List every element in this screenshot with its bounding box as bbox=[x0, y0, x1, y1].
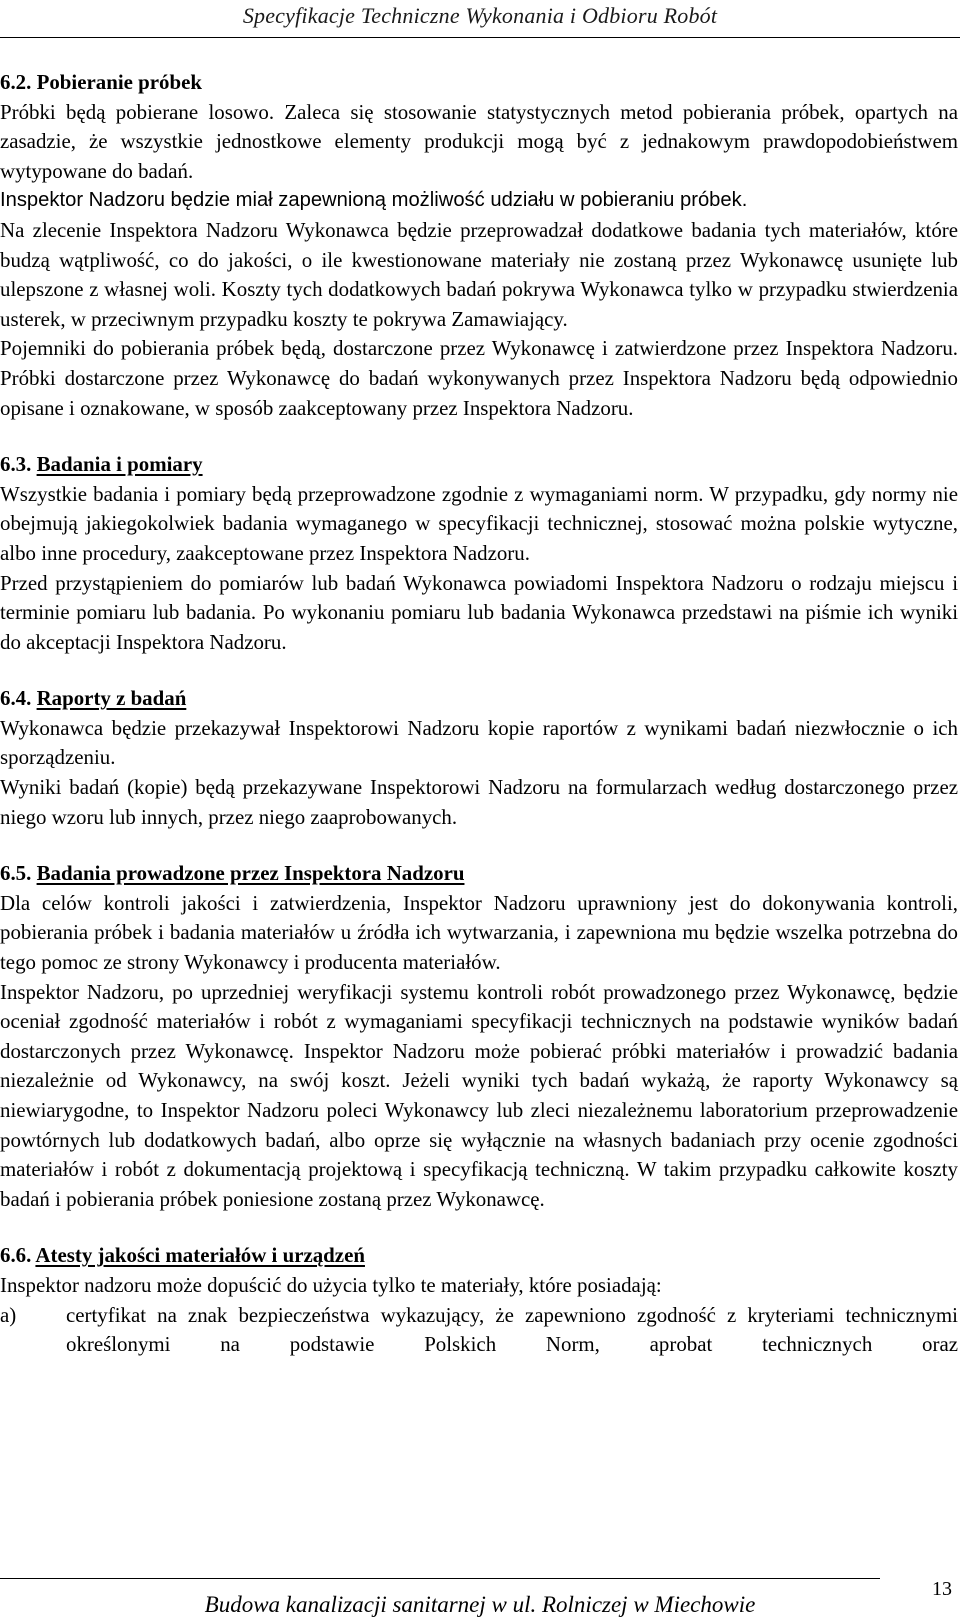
section-heading bbox=[0, 859, 958, 889]
section-title: Pobieranie próbek bbox=[36, 70, 202, 94]
section-title: Raporty z badań bbox=[36, 686, 187, 711]
section-title: Badania prowadzone przez Inspektora Nadzoru bbox=[36, 861, 465, 886]
paragraph: Inspektor Nadzoru, po uprzedniej weryfikacji systemu kontroli robót prowadzonego przez Wykonawcę, będzie oceniał zgodność materiałów i robót z wymaganiami specyfikacji technicznych na podstawie wyników badań dostarczonych przez Wykonawcę. Inspektor Nadzoru może pobierać próbki materiałów i prowadzić badania niezależnie od Wykonawcy, na swój koszt. Jeżeli wyniki tych badań wykażą, że raporty Wykonawcy są niewiarygodne, to Inspektor Nadzoru poleci Wykonawcy lub zleci niezależnemu laboratorium przeprowadzenie powtórnych lub dodatkowych badań, albo oprze się wyłącznie na własnych badaniach przy ocenie zgodności materiałów i robót z dokumentacją projektową i specyfikacją techniczną. W takim przypadku całkowite koszty badań i pobierania próbek poniesione zostaną przez Wykonawcę. bbox=[0, 979, 958, 1211]
header-rule bbox=[0, 37, 960, 38]
footer-rule bbox=[0, 1578, 880, 1579]
section-number: 6.5. bbox=[0, 861, 32, 886]
list-item-text: certyfikat na znak bezpieczeństwa wykazujący, że zapewniono zgodność z kryteriami technicznymi określonymi na podstawie Polskich Norm, aprobat technicznych oraz bbox=[66, 1302, 958, 1357]
list-item bbox=[0, 1301, 958, 1360]
paragraph: Na zlecenie Inspektora Nadzoru Wykonawca będzie przeprowadzał dodatkowe badania tych materiałów, które budzą wątpliwość, co do jakości, o ile kwestionowane materiały nie zostaną przez Wykonawcę usunięte lub ulepszone z własnej woli. Koszty tych dodatkowych badań pokrywa Wykonawca tylko w przypadku stwierdzenia usterek, w przeciwnym przypadku koszty te pokrywa Zamawiający. bbox=[0, 217, 958, 331]
section-heading bbox=[0, 68, 958, 98]
section-number: 6.6. bbox=[0, 1243, 32, 1268]
paragraph: Inspektor Nadzoru będzie miał zapewnioną możliwość udziału w pobieraniu próbek. bbox=[0, 189, 748, 212]
paragraph: Przed przystąpieniem do pomiarów lub badań Wykonawca powiadomi Inspektora Nadzoru o rodzaju miejscu i terminie pomiaru lub badania. Po wykonaniu pomiaru lub badania Wykonawca przedstawi na piśmie ich wyniki do akceptacji Inspektora Nadzoru. bbox=[0, 570, 958, 654]
paragraph: Dla celów kontroli jakości i zatwierdzenia, Inspektor Nadzoru uprawniony jest do dokonywania kontroli, pobierania próbek i badania materiałów u źródła ich wytwarzania, i zapewniona mu będzie wszelka potrzebna do tego pomoc ze strony Wykonawcy i producenta materiałów. bbox=[0, 890, 958, 975]
section-title: Atesty jakości materiałów i urządzeń bbox=[35, 1243, 365, 1268]
section-6-3 bbox=[0, 450, 958, 657]
section-title: Badania i pomiary bbox=[36, 452, 203, 477]
paragraph: Wyniki badań (kopie) będą przekazywane Inspektorowi Nadzoru na formularzach według dostarczonego przez niego wzoru lub innych, przez niego zaaprobowanych. bbox=[0, 775, 958, 829]
section-heading bbox=[0, 684, 958, 714]
paragraph: Wszystkie badania i pomiary będą przeprowadzone zgodnie z wymaganiami norm. W przypadku, gdy normy nie obejmują jakiegokolwiek badania wymaganego w specyfikacji technicznej, stosować można polskie wytyczne, albo inne procedury, zaakceptowane przez Inspektora Nadzoru. bbox=[0, 481, 958, 565]
section-heading bbox=[0, 450, 958, 480]
document-body bbox=[0, 68, 958, 1387]
section-number: 6.3. bbox=[0, 452, 32, 477]
section-6-4 bbox=[0, 684, 958, 832]
footer-title: Budowa kanalizacji sanitarnej w ul. Rolniczej w Miechowie bbox=[204, 1592, 756, 1617]
section-6-5 bbox=[0, 859, 958, 1214]
paragraph: Wykonawca będzie przekazywał Inspektorowi Nadzoru kopie raportów z wynikami badań niezwłocznie o ich sporządzeniu. bbox=[0, 715, 958, 770]
paragraph: Próbki będą pobierane losowo. Zaleca się stosowanie statystycznych metod pobierania próbek, opartych na zasadzie, że wszystkie jednostkowe elementy produkcji mogą być z jednakowym prawdopodobieństwem wytypowane do badań. bbox=[0, 99, 958, 183]
section-number: 6.4. bbox=[0, 686, 32, 711]
list-marker: a) bbox=[0, 1302, 17, 1327]
section-6-6 bbox=[0, 1241, 958, 1359]
page-header bbox=[0, 0, 960, 46]
paragraph: Inspektor nadzoru może dopuścić do użycia tylko te materiały, które posiadają: bbox=[0, 1272, 662, 1297]
header-title: Specyfikacje Techniczne Wykonania i Odbioru Robót bbox=[242, 3, 718, 28]
section-number: 6.2. bbox=[0, 70, 32, 94]
section-6-2 bbox=[0, 68, 958, 423]
paragraph: Pojemniki do pobierania próbek będą, dostarczone przez Wykonawcę i zatwierdzone przez Inspektora Nadzoru. Próbki dostarczone przez Wykonawcę do badań wykonywanych przez Inspektora Nadzoru będą odpowiednio opisane i oznakowane, w sposób zaakceptowany przez Inspektora Nadzoru. bbox=[0, 336, 958, 420]
page-number: 13 bbox=[932, 1578, 952, 1600]
page-footer bbox=[0, 1578, 960, 1624]
section-heading bbox=[0, 1241, 958, 1271]
